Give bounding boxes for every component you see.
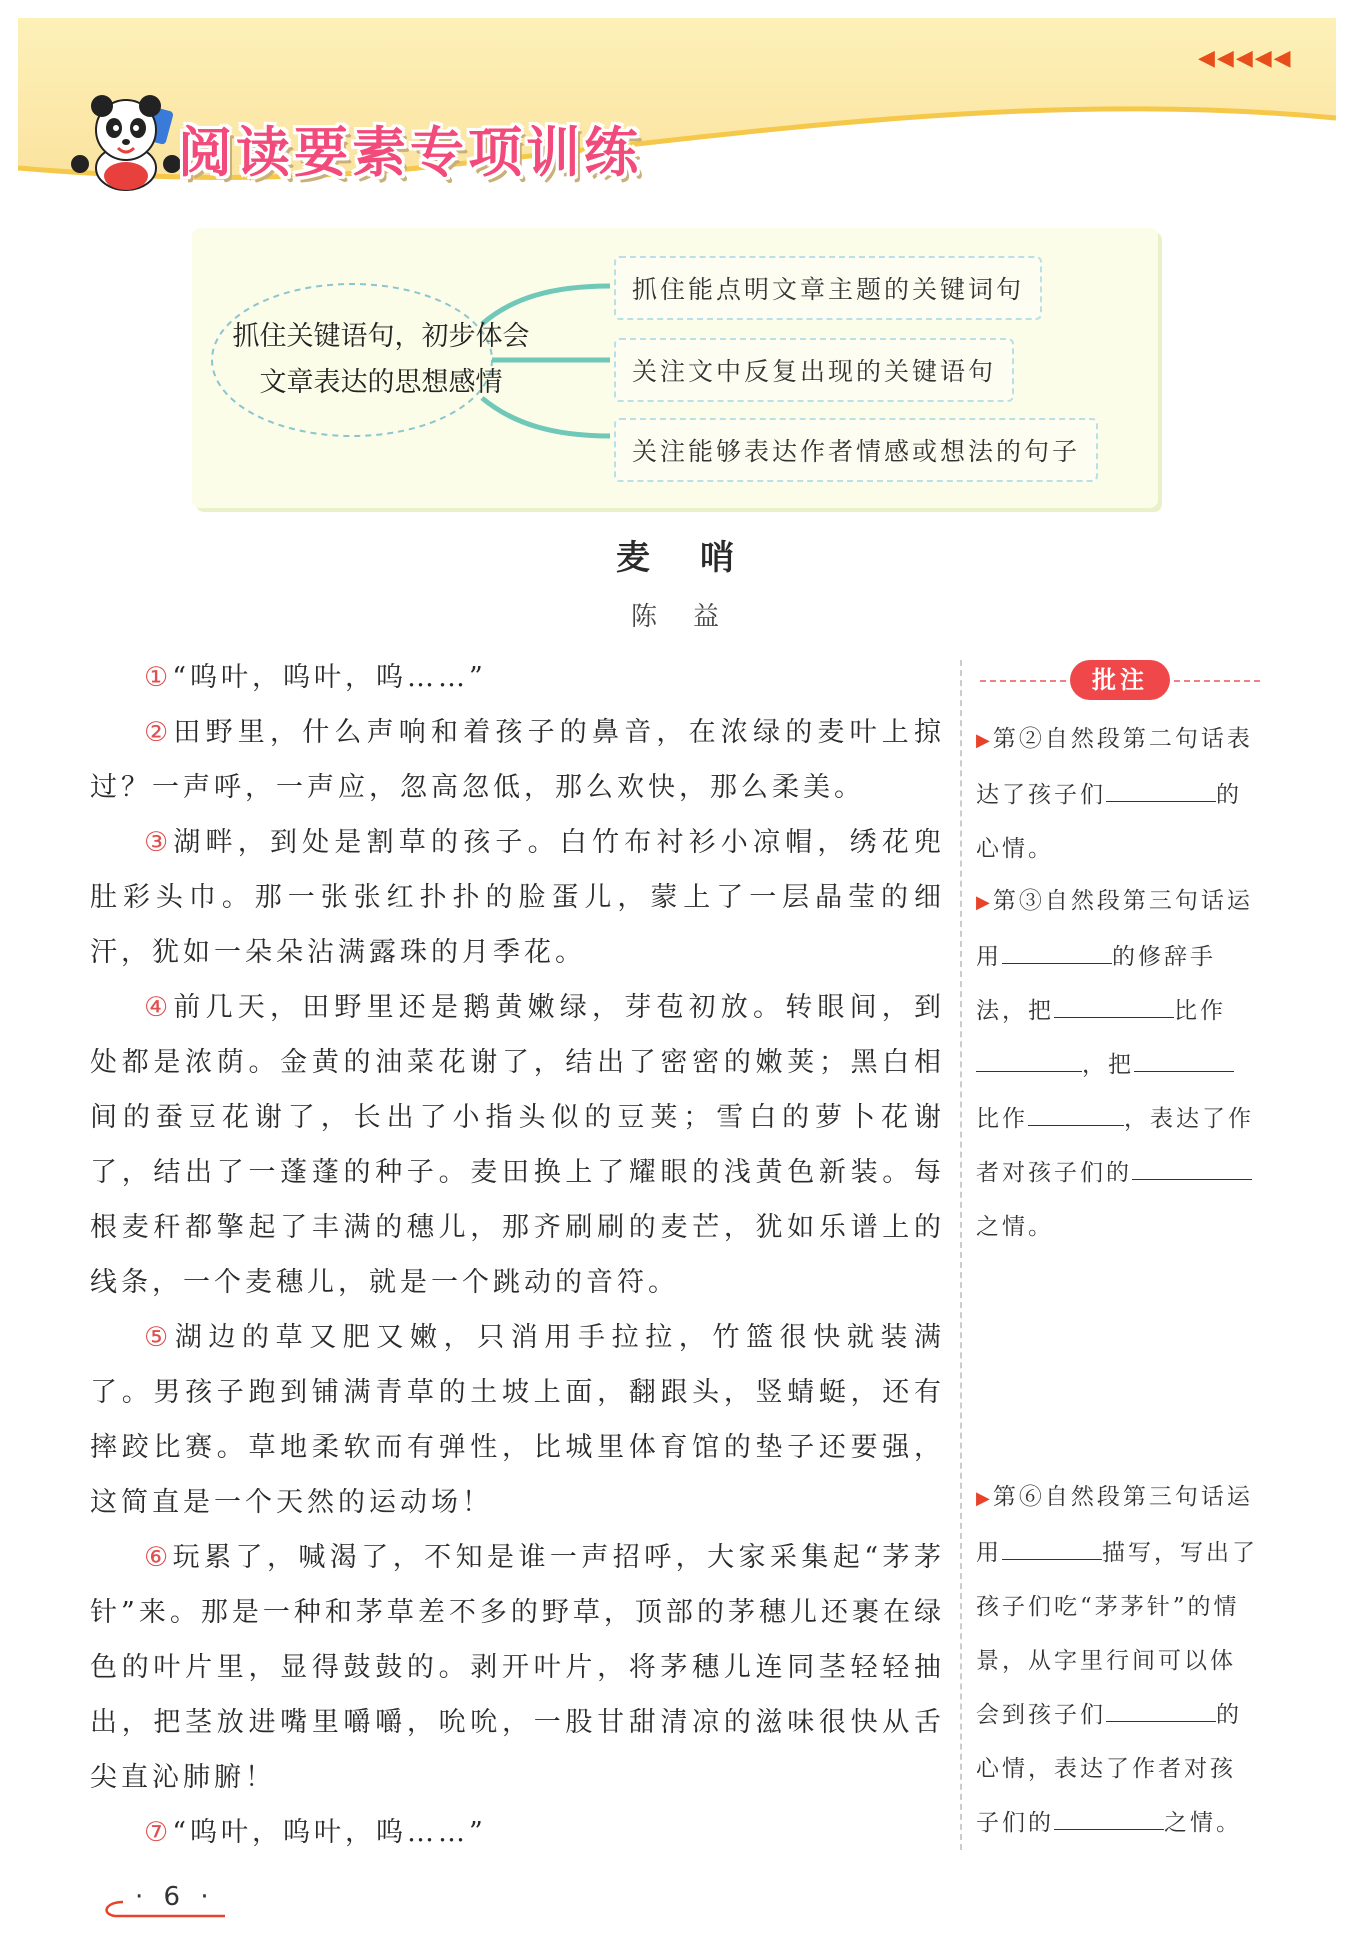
annotation-text: 的修辞手法，把	[976, 944, 1216, 1024]
answer-blank[interactable]	[1002, 933, 1112, 964]
notes-header-dash-left	[980, 680, 1066, 682]
article-author: 陈益	[630, 602, 755, 632]
annotation-text: ，把	[1082, 1052, 1134, 1078]
paragraph-6	[90, 1530, 945, 1805]
decorative-arrows: ◀◀◀◀◀	[1198, 46, 1293, 71]
paragraph-text: 玩累了，喊渴了，不知是谁一声招呼，大家采集起“茅茅针”来。那是一种和茅草差不多的野草，顶部的茅穗儿还裹在绿色的叶片里，显得鼓鼓的。剥开叶片，将茅穗儿连同茎轻轻抽出，把茎放进嘴里嚼嚼，吮吮，一股甘甜清凉的滋味很快从舌尖直沁肺腑！	[90, 1542, 945, 1793]
article-title: 麦哨	[616, 538, 784, 578]
panda-mascot-icon	[66, 88, 186, 198]
paragraph-text: 湖边的草又肥又嫩，只消用手拉拉，竹篮很快就装满了。男孩子跑到铺满青草的土坡上面，翻跟头，竖蜻蜓，还有摔跤比赛。草地柔软而有弹性，比城里体育馆的垫子还要强，这简直是一个天然的运动场！	[90, 1322, 945, 1518]
paragraph-text: 前几天，田野里还是鹅黄嫩绿，芽苞初放。转眼间，到处都是浓荫。金黄的油菜花谢了，结出了密密的嫩荚；黑白相间的蚕豆花谢了，长出了小指头似的豆荚；雪白的萝卜花谢了，结出了一蓬蓬的种子。麦田换上了耀眼的浅黄色新装。每根麦秆都擎起了丰满的穗儿，那齐刷刷的麦芒，犹如乐谱上的线条，一个麦穗儿，就是一个跳动的音符。	[90, 992, 945, 1298]
annotation-text: 的心情，表达了作者对孩子们的	[976, 1702, 1242, 1836]
paragraph-text: 湖畔，到处是割草的孩子。白竹布衬衫小凉帽，绣花兜肚彩头巾。那一张张红扑扑的脸蛋儿，蒙上了一层晶莹的细汗，犹如一朵朵沾满露珠的月季花。	[90, 827, 945, 968]
mind-map-branch-3: 关注能够表达作者情感或想法的句子	[614, 418, 1098, 482]
paragraph-text: “呜叶，呜叶，呜……”	[172, 662, 487, 693]
annotation-text: 第③自然段第三句话运用	[976, 888, 1253, 970]
mind-map	[192, 228, 1158, 508]
mind-map-branch-2: 关注文中反复出现的关键语句	[614, 338, 1014, 402]
notes-divider	[960, 660, 963, 1850]
paragraph-4	[90, 980, 945, 1310]
mind-map-center: 抓住关键语句，初步体会文章表达的思想感情	[232, 321, 530, 398]
answer-blank[interactable]	[1054, 1799, 1164, 1830]
paragraph-7	[90, 1805, 945, 1860]
paragraph-5	[90, 1310, 945, 1530]
answer-blank[interactable]	[1106, 771, 1216, 802]
notes-header-dash-right	[1174, 680, 1260, 682]
paragraph-number: ②	[144, 717, 174, 748]
annotation-text: 的心情。	[976, 782, 1242, 862]
paragraph-text: “呜叶，呜叶，呜……”	[172, 1817, 487, 1848]
answer-blank[interactable]	[1132, 1149, 1252, 1180]
annotation-text: 之情。	[1164, 1810, 1242, 1836]
answer-blank[interactable]	[1028, 1095, 1124, 1126]
page-header	[18, 18, 1336, 208]
annotation-text: 第⑥自然段第三句话运用	[976, 1484, 1253, 1566]
triangle-bullet-icon: ▶	[976, 892, 993, 913]
paragraph-number: ①	[144, 662, 173, 693]
paragraph-2	[90, 705, 945, 815]
notes-header	[980, 660, 1260, 704]
page-number	[95, 1882, 225, 1922]
article-body	[90, 650, 945, 1860]
answer-blank[interactable]	[1002, 1529, 1102, 1560]
paragraph-number: ⑥	[144, 1542, 173, 1573]
answer-blank[interactable]	[1106, 1691, 1216, 1722]
page-number-text: · 6 ·	[135, 1882, 215, 1912]
paragraph-number: ⑦	[144, 1817, 173, 1848]
annotation-text: ，表达了作者对孩子们的	[976, 1106, 1254, 1186]
triangle-bullet-icon: ▶	[976, 730, 993, 751]
paragraph-3	[90, 815, 945, 980]
annotation-text: 第②自然段第二句话表达了孩子们	[976, 726, 1253, 808]
annotation-text: 比作	[1174, 998, 1226, 1024]
section-title: 阅读要素专项训练	[178, 121, 642, 184]
annotation-2	[976, 874, 1258, 1254]
paragraph-number: ③	[144, 827, 174, 858]
annotation-text: 比作	[976, 1106, 1028, 1132]
paragraph-number: ⑤	[144, 1322, 175, 1353]
annotation-text: 描写，写出了孩子们吃“茅茅针”的情景，从字里行间可以体会到孩子们	[976, 1540, 1258, 1728]
answer-blank[interactable]	[1054, 987, 1174, 1018]
paragraph-number: ④	[144, 992, 174, 1023]
answer-blank[interactable]	[976, 1041, 1082, 1072]
mind-map-branch-1: 抓住能点明文章主题的关键词句	[614, 256, 1042, 320]
paragraph-1	[90, 650, 945, 705]
notes-label: 批注	[1070, 660, 1170, 700]
annotation-1	[976, 712, 1258, 876]
annotation-3	[976, 1470, 1258, 1850]
annotation-text: 之情。	[976, 1214, 1054, 1240]
paragraph-text: 田野里，什么声响和着孩子的鼻音，在浓绿的麦叶上掠过？一声呼，一声应，忽高忽低，那么欢快，那么柔美。	[90, 717, 945, 803]
triangle-bullet-icon: ▶	[976, 1488, 993, 1509]
answer-blank[interactable]	[1134, 1041, 1234, 1072]
